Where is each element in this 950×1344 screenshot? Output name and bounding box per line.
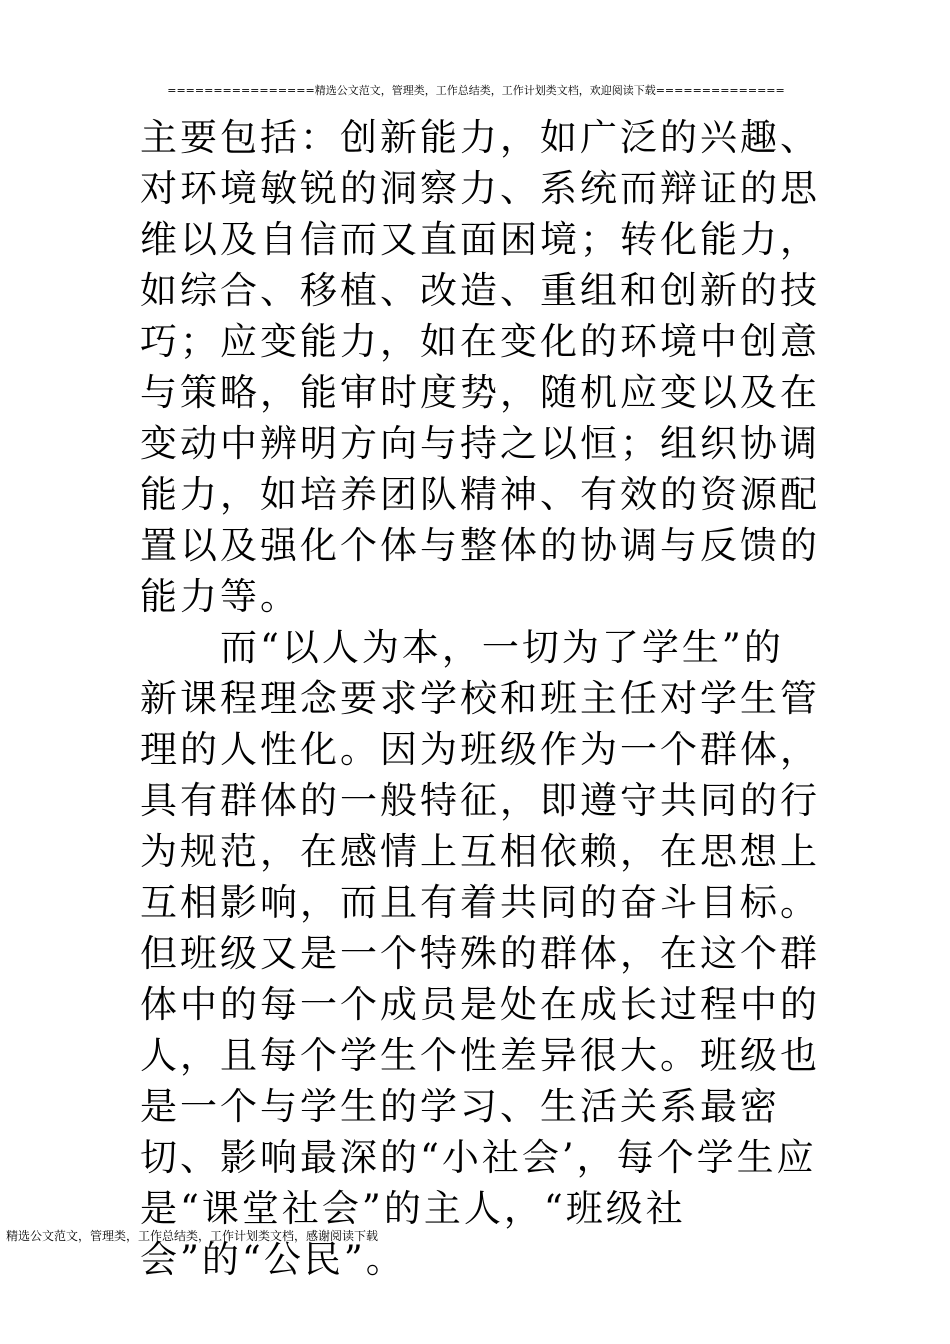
header-banner: ================精选公文范文，管理类，工作总结类，工作计划类文档，欢迎阅读下载============== [167, 84, 785, 97]
paragraph-class-management: 而“以人为本，一切为了学生”的新课程理念要求学校和班主任对学生管理的人性化。因为班级作为一个群体，具有群体的一般特征，即遵守共同的行为规范，在感情上互相依赖，在思想上互相影响，而且有着共同的奋斗目标。但班级又是一个特殊的群体，在这个群体中的每一个成员是处在成长过程中的人，且每个学生个性差异很大。班级也是一个与学生的学习、生活关系最密切、影响最深的“小社会’，每个学生应是“课堂社会”的主人，“班级社会”的“公民”。 [140, 626, 820, 1281]
paragraph-abilities: 主要包括：创新能力，如广泛的兴趣、对环境敏锐的洞察力、系统而辩证的思维以及自信而又直面困境；转化能力，如综合、移植、改造、重组和创新的技巧；应变能力，如在变化的环境中创意与策略，能审时度势，随机应变以及在变动中辨明方向与持之以恒；组织协调能力，如培养团队精神、有效的资源配置以及强化个体与整体的协调与反馈的能力等。 [140, 116, 820, 618]
footer-note: 精选公文范文，管理类，工作总结类，工作计划类文档，感谢阅读下载 [6, 1229, 379, 1243]
document-body [140, 112, 820, 1285]
